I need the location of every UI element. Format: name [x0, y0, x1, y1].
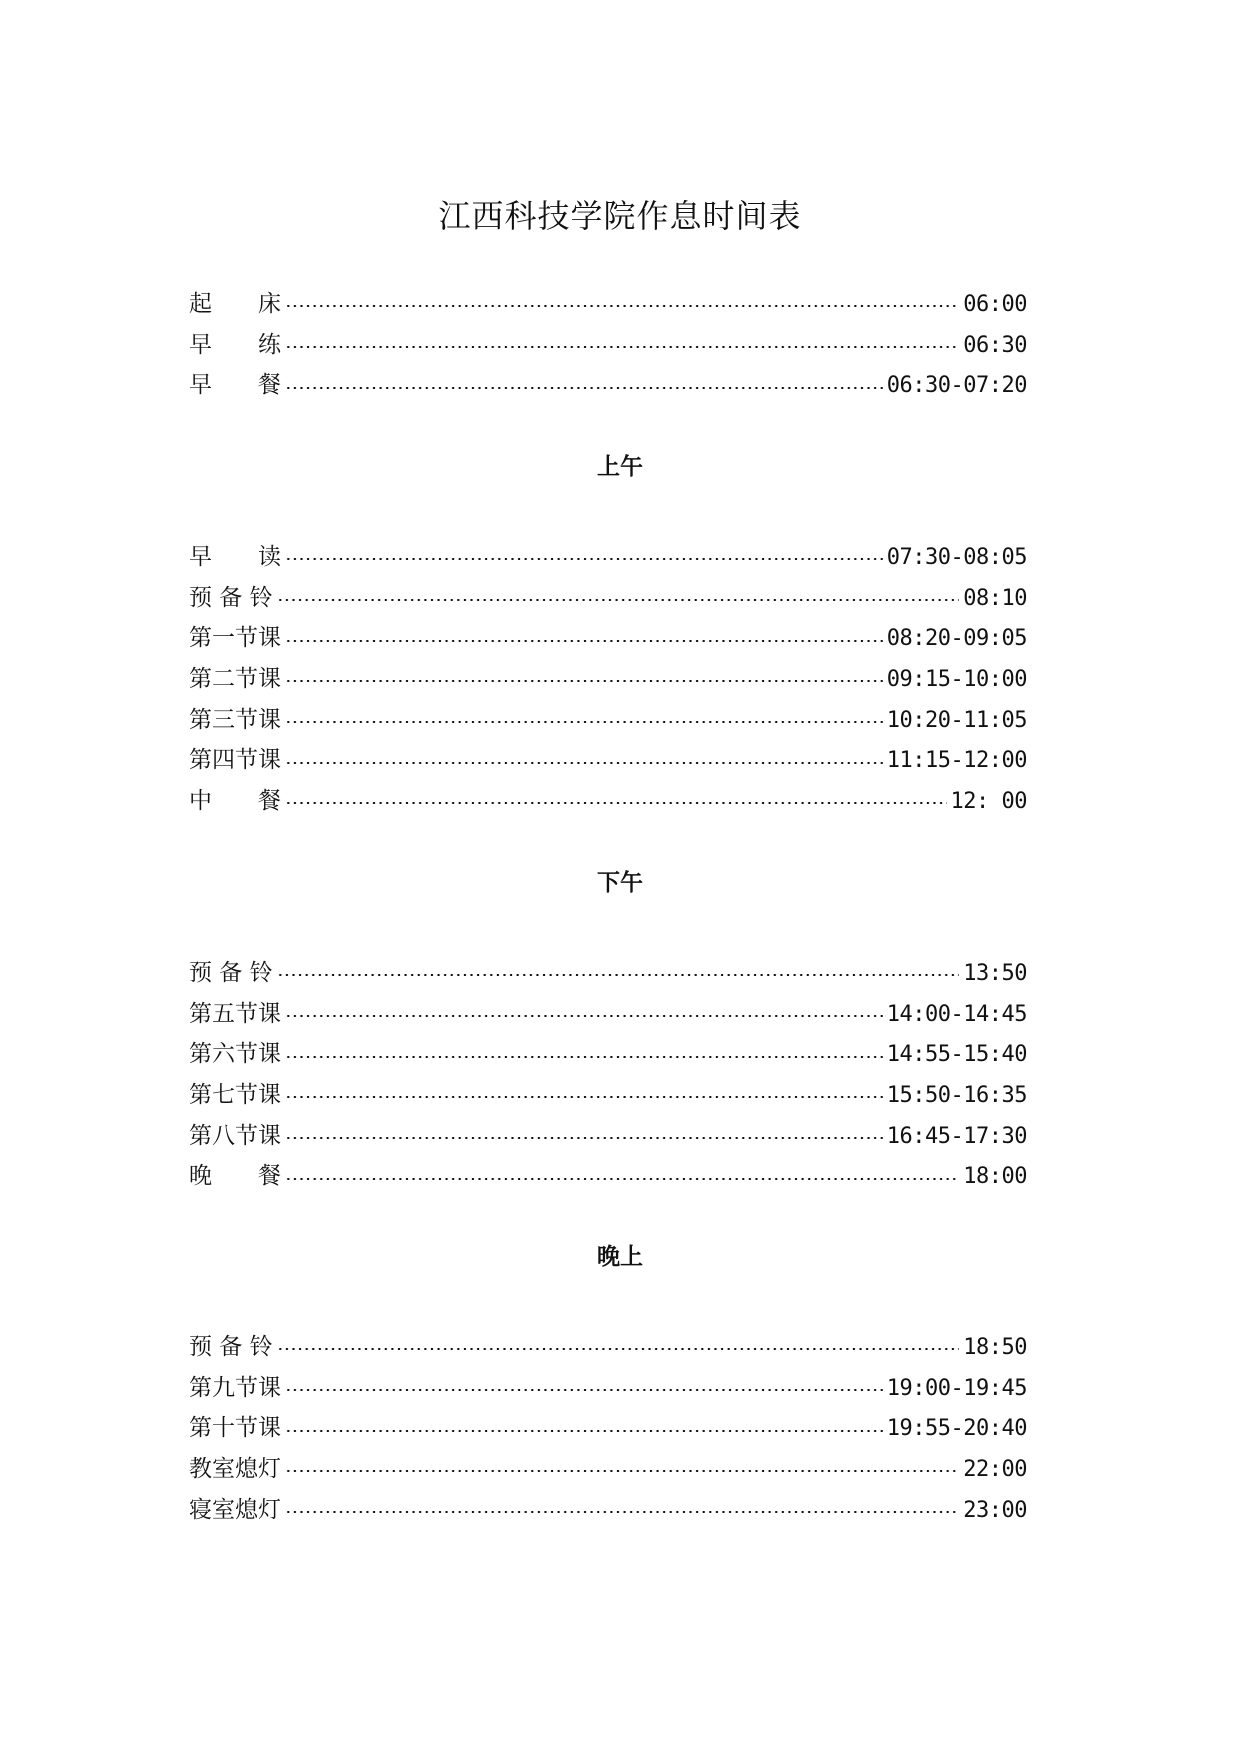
- schedule-row: [189, 1034, 1027, 1075]
- dot-leader: [285, 346, 959, 348]
- dot-leader: [285, 721, 883, 723]
- dot-leader: [285, 305, 959, 307]
- row-time: 14:00-14:45: [886, 1001, 1027, 1027]
- row-time: 22:00: [963, 1457, 1027, 1483]
- row-label: 早 餐: [189, 372, 281, 399]
- schedule-row: [189, 1075, 1027, 1116]
- schedule-row: [189, 284, 1027, 325]
- schedule-row: [189, 740, 1027, 781]
- dot-leader: [285, 680, 883, 682]
- row-time: 10:20-11:05: [886, 707, 1027, 733]
- row-label: 第四节课: [189, 747, 281, 774]
- row-time: 08:20-09:05: [886, 626, 1027, 652]
- row-label: 早 练: [189, 331, 281, 358]
- section-heading-morning: 上午: [597, 454, 643, 480]
- row-label: 第八节课: [189, 1122, 281, 1149]
- schedule-row: [189, 537, 1027, 578]
- schedule-row: [189, 325, 1027, 366]
- schedule-row: [189, 1116, 1027, 1157]
- row-label: 预 备 铃: [189, 584, 273, 611]
- row-time: 19:55-20:40: [886, 1416, 1027, 1442]
- schedule-row: [189, 1156, 1027, 1197]
- schedule-row: [189, 1449, 1027, 1490]
- row-label: 中 餐: [189, 788, 281, 815]
- dot-leader: [277, 974, 960, 976]
- row-time: 16:45-17:30: [886, 1123, 1027, 1149]
- dot-leader: [285, 1178, 959, 1180]
- dot-leader: [285, 1511, 959, 1513]
- row-time: 14:55-15:40: [886, 1042, 1027, 1068]
- row-label: 晚 餐: [189, 1163, 281, 1190]
- dot-leader: [285, 1056, 883, 1058]
- dot-leader: [285, 1430, 883, 1432]
- row-time: 07:30-08:05: [886, 545, 1027, 570]
- schedule-row: [189, 1368, 1027, 1409]
- row-time: 13:50: [963, 961, 1027, 986]
- row-label: 第三节课: [189, 706, 281, 733]
- row-time: 12: 00: [950, 789, 1027, 815]
- row-label: 预 备 铃: [189, 960, 273, 986]
- row-time: 15:50-16:35: [886, 1083, 1027, 1109]
- row-label: 第九节课: [189, 1374, 281, 1401]
- schedule-row: [189, 578, 1027, 619]
- row-time: 06:00: [963, 292, 1027, 317]
- dot-leader: [285, 1389, 883, 1391]
- row-label: 寝室熄灯: [189, 1496, 281, 1523]
- dot-leader: [277, 599, 960, 601]
- row-time: 09:15-10:00: [886, 667, 1027, 693]
- dot-leader: [285, 802, 947, 804]
- row-label: 第七节课: [189, 1082, 281, 1109]
- row-label: 早 读: [189, 544, 281, 570]
- section-heading-evening: 晚上: [597, 1244, 643, 1270]
- schedule-row: [189, 1327, 1027, 1368]
- dot-leader: [285, 1470, 959, 1472]
- row-time: 11:15-12:00: [886, 748, 1027, 774]
- dot-leader: [285, 1096, 883, 1098]
- schedule-row: [189, 1408, 1027, 1449]
- schedule-row: [189, 781, 1027, 822]
- row-time: 18:00: [963, 1164, 1027, 1190]
- schedule-row: [189, 1490, 1027, 1531]
- schedule-row: [189, 659, 1027, 700]
- row-time: 08:10: [963, 585, 1027, 611]
- row-label: 预 备 铃: [189, 1334, 273, 1360]
- schedule-row: [189, 700, 1027, 741]
- row-time: 18:50: [963, 1335, 1027, 1360]
- dot-leader: [285, 387, 883, 389]
- section-heading-afternoon: 下午: [597, 870, 643, 896]
- dot-leader: [277, 1348, 960, 1350]
- row-time: 06:30-07:20: [886, 373, 1027, 399]
- dot-leader: [285, 762, 883, 764]
- page-title: 江西科技学院作息时间表: [438, 197, 802, 235]
- row-label: 第二节课: [189, 666, 281, 693]
- row-label: 第五节课: [189, 1000, 281, 1027]
- schedule-row: [189, 953, 1027, 994]
- schedule-row: [189, 365, 1027, 406]
- evening-list: [189, 1327, 1027, 1530]
- row-label: 第六节课: [189, 1041, 281, 1068]
- dot-leader: [285, 640, 883, 642]
- row-label: 第一节课: [189, 625, 281, 652]
- afternoon-list: [189, 953, 1027, 1197]
- row-time: 23:00: [963, 1497, 1027, 1523]
- schedule-row: [189, 618, 1027, 659]
- dot-leader: [285, 1015, 883, 1017]
- schedule-row: [189, 994, 1027, 1035]
- row-label: 起 床: [189, 291, 281, 317]
- morning-list: [189, 537, 1027, 822]
- row-time: 19:00-19:45: [886, 1375, 1027, 1401]
- dot-leader: [285, 1137, 883, 1139]
- row-label: 教室熄灯: [189, 1456, 281, 1483]
- row-label: 第十节课: [189, 1415, 281, 1442]
- routine-list: [189, 284, 1027, 406]
- row-time: 06:30: [963, 332, 1027, 358]
- dot-leader: [285, 558, 883, 560]
